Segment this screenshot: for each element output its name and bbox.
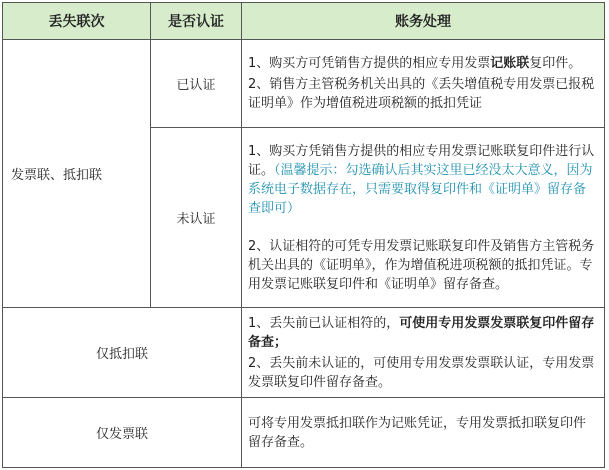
table-row <box>3 40 605 128</box>
table-row <box>3 398 605 468</box>
header-row <box>3 3 605 40</box>
accounting-uncertified: 1、购买方凭销售方提供的相应专用发票记账联复印件进行认证。（温馨提示：勾选确认后其实这里已经没太大意义，因为系统电子数据存在，只需要取得复印件和《证明单》留存备查即可） 2、认证相符的可凭专用发票记账联复印件及销售方主管税务机关出具的《证明单》，作为增值税进项税额的抵扣凭证。专用发票记账联复印件和《证明单》留存备查。 <box>242 128 605 308</box>
accounting-certified: 1、购买方可凭销售方提供的相应专用发票记账联复印件。 2、销售方主管税务机关出具的《丢失增值税专用发票已报税证明单》作为增值税进项税额的抵扣凭证 <box>242 40 605 128</box>
lost-copy-invoice-only: 仅发票联 <box>3 398 242 468</box>
tip-text: （温馨提示：勾选确认后其实这里已经没太大意义，因为系统电子数据存在，只需要取得复印件和《证明单》留存备查即可） <box>248 162 593 216</box>
status-uncertified: 未认证 <box>151 128 242 308</box>
table-row <box>3 308 605 398</box>
lost-copy-invoice-and-deduction: 发票联、抵扣联 <box>3 40 151 308</box>
header-lost-copy: 丢失联次 <box>3 3 151 40</box>
accounting-invoice-only: 可将专用发票抵扣联作为记账凭证，专用发票抵扣联复印件留存备查。 <box>242 398 605 468</box>
accounting-deduction-only: 1、丢失前已认证相符的，可使用专用发票发票联复印件留存备查； 2、丢失前未认证的，可使用专用发票发票联认证，专用发票发票联复印件留存备查。 <box>242 308 605 398</box>
lost-copy-deduction-only: 仅抵扣联 <box>3 308 242 398</box>
header-certified: 是否认证 <box>151 3 242 40</box>
header-accounting: 账务处理 <box>242 3 605 40</box>
lost-invoice-accounting-table <box>2 2 605 468</box>
status-certified: 已认证 <box>151 40 242 128</box>
